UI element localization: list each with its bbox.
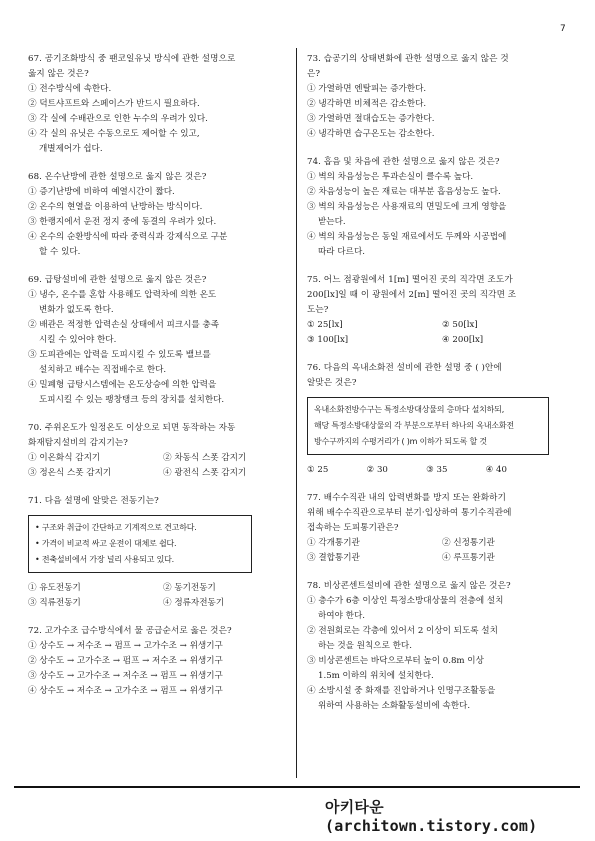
question-text <box>307 491 577 536</box>
question-line: 70. 주위온도가 일정온도 이상으로 되면 동작하는 자동 <box>28 423 236 433</box>
question-line: 76. 다음의 옥내소화전 설비에 관한 설명 중 ( )안에 <box>307 363 502 373</box>
answer-option[interactable] <box>28 348 298 378</box>
answer-option[interactable]: ① 25 <box>307 465 329 475</box>
question-q68 <box>28 170 298 260</box>
answer-option[interactable]: ② 50[lx] <box>442 320 478 330</box>
box-line: 방수구까지의 수평거리가 ( )m 이하가 되도록 할 것 <box>314 437 487 446</box>
answer-option[interactable]: ② 신정통기관 <box>442 538 495 548</box>
option-line: 도피시킬 수 있는 팽창탱크 등의 장치를 설치한다. <box>39 395 225 405</box>
answer-option[interactable] <box>307 654 577 684</box>
answer-option[interactable] <box>307 127 577 142</box>
option-line: ② 전원회로는 각층에 있어서 2 이상이 되도록 설치 <box>307 626 498 636</box>
question-text <box>307 52 577 82</box>
question-q71 <box>28 494 298 611</box>
answer-option[interactable] <box>28 112 298 127</box>
answer-option[interactable]: ④ 루프통기관 <box>442 553 495 563</box>
question-line: 72. 고가수조 급수방식에서 물 공급순서로 옳은 것은? <box>28 626 232 636</box>
question-q67 <box>28 52 298 157</box>
option-row <box>307 318 577 333</box>
answer-option[interactable]: ② 동기전동기 <box>163 583 216 593</box>
answer-option[interactable]: ② 차동식 스폿 감지기 <box>163 453 247 463</box>
question-line: 도는? <box>307 305 329 315</box>
option-line: ④ 온수의 순환방식에 따라 중력식과 강제식으로 구분 <box>28 232 228 242</box>
option-line: ① 냉수, 온수를 혼합 사용해도 압력차에 의한 온도 <box>28 290 217 300</box>
option-line: 받는다. <box>318 217 346 227</box>
answer-option[interactable] <box>307 112 577 127</box>
box-line: 옥내소화전방수구는 특정소방대상물의 층마다 설치하되, <box>314 405 505 414</box>
question-line: 은? <box>307 69 321 79</box>
question-text <box>28 52 298 82</box>
option-line: ② 상수도 → 고가수조 → 펌프 → 저수조 → 위생기구 <box>28 656 223 666</box>
answer-option[interactable]: ③ 결합통기관 <box>307 553 360 563</box>
answer-option[interactable]: ③ 정온식 스폿 감지기 <box>28 468 112 478</box>
option-line: ① 증기난방에 비하여 예열시간이 짧다. <box>28 187 175 197</box>
question-text <box>307 361 577 391</box>
question-line: 78. 비상콘센트설비에 관한 설명으로 옳지 않은 것은? <box>307 581 511 591</box>
question-q76 <box>307 361 577 478</box>
answer-option[interactable] <box>28 318 298 348</box>
answer-option[interactable] <box>28 200 298 215</box>
box-line: • 구조와 취급이 간단하고 기계적으로 견고하다. <box>35 523 197 532</box>
question-line: 옳지 않은 것은? <box>28 69 89 79</box>
answer-option[interactable] <box>28 82 298 97</box>
answer-option[interactable] <box>28 230 298 260</box>
option-line: ④ 각 실의 유닛은 수동으로도 제어할 수 있고, <box>28 129 200 139</box>
answer-option[interactable]: ④ 정류자전동기 <box>163 598 225 608</box>
answer-option[interactable] <box>28 288 298 318</box>
option-line: ② 덕트샤프트와 스페이스가 반드시 필요하다. <box>28 99 200 109</box>
question-text <box>28 624 298 639</box>
question-line: 위해 배수수직관으로부터 분기·입상하여 통기수직관에 <box>307 508 512 518</box>
question-line: 69. 급탕설비에 관한 설명으로 옳지 않은 것은? <box>28 275 207 285</box>
option-line: ③ 각 실에 수배관으로 인한 누수의 우려가 있다. <box>28 114 208 124</box>
question-q74 <box>307 155 577 260</box>
question-line: 알맞은 것은? <box>307 378 357 388</box>
option-row <box>307 463 507 478</box>
question-line: 74. 흡음 및 차음에 관한 설명으로 옳지 않은 것은? <box>307 157 500 167</box>
option-line: ③ 한랭지에서 운전 정지 중에 동결의 우려가 있다. <box>28 217 217 227</box>
question-text <box>307 579 577 594</box>
answer-option[interactable]: ③ 100[lx] <box>307 335 349 345</box>
answer-option[interactable] <box>307 594 577 624</box>
question-line: 200[lx]일 때 이 광원에서 2[m] 떨어진 곳의 직각면 조 <box>307 290 517 300</box>
option-line: ③ 도피관에는 압력을 도피시킬 수 있도록 밸브를 <box>28 350 211 360</box>
question-q69 <box>28 273 298 408</box>
option-line: 하는 것을 원칙으로 한다. <box>318 641 412 651</box>
option-line: 1.5m 이하의 위치에 설치한다. <box>318 671 434 681</box>
question-q73 <box>307 52 577 142</box>
option-line: ④ 밀폐형 급탕시스템에는 온도상승에 의한 압력을 <box>28 380 217 390</box>
answer-option[interactable]: ④ 200[lx] <box>442 335 484 345</box>
question-text <box>28 421 298 451</box>
question-line: 77. 배수수직관 내의 압력변화를 방지 또는 완화하기 <box>307 493 506 503</box>
footer-rule <box>14 786 580 788</box>
answer-option[interactable] <box>28 215 298 230</box>
option-row <box>28 581 298 596</box>
option-row <box>307 551 577 566</box>
option-line: ④ 소방시설 중 화재를 진압하거나 인명구조활동을 <box>307 686 496 696</box>
answer-option[interactable]: ③ 35 <box>426 465 448 475</box>
question-q78 <box>307 579 577 714</box>
option-line: ③ 가열하면 절대습도는 증가한다. <box>307 114 435 124</box>
question-q75 <box>307 273 577 348</box>
option-line: ③ 상수도 → 고가수조 → 저수조 → 펌프 → 위생기구 <box>28 671 223 681</box>
option-line: ② 온수의 현열을 이용하여 난방하는 방식이다. <box>28 202 203 212</box>
left-column <box>28 52 298 712</box>
answer-option[interactable] <box>28 185 298 200</box>
answer-option[interactable] <box>307 230 577 260</box>
answer-option[interactable]: ① 이온화식 감지기 <box>28 453 101 463</box>
answer-option[interactable] <box>28 684 298 699</box>
answer-option[interactable] <box>28 378 298 408</box>
answer-option[interactable] <box>307 82 577 97</box>
answer-option[interactable]: ④ 40 <box>485 465 507 475</box>
answer-option[interactable] <box>28 639 298 654</box>
footer-credit: 아키타운 (architown.tistory.com) <box>325 798 538 835</box>
condition-box <box>28 515 252 573</box>
option-line: ③ 비상콘센트는 바닥으로부터 높이 0.8m 이상 <box>307 656 484 666</box>
option-line: ④ 벽의 차음성능은 동일 재료에서도 두께와 시공법에 <box>307 232 507 242</box>
question-text <box>28 273 298 288</box>
option-line: ② 배관은 적정한 압력손실 상태에서 피크시를 충족 <box>28 320 220 330</box>
question-q70 <box>28 421 298 481</box>
option-line: ① 가열하면 엔탈피는 증가한다. <box>307 84 427 94</box>
answer-option[interactable]: ④ 광전식 스폿 감지기 <box>163 468 247 478</box>
box-line: 해당 특정소방대상물의 각 부분으로부터 하나의 옥내소화전 <box>314 421 514 430</box>
option-line: ① 벽의 차음성능은 투과손실이 클수록 높다. <box>307 172 474 182</box>
answer-option[interactable] <box>307 684 577 714</box>
answer-option[interactable]: ② 30 <box>366 465 388 475</box>
right-column <box>307 52 577 727</box>
page-number: 7 <box>560 24 566 34</box>
answer-option[interactable] <box>28 669 298 684</box>
option-line: ③ 벽의 차음성능은 사용재료의 면밀도에 크게 영향을 <box>307 202 507 212</box>
option-row <box>307 333 577 348</box>
question-line: 화재탐지설비의 감지기는? <box>28 438 128 448</box>
option-line: 설치하고 배수는 직접배수로 한다. <box>39 365 167 375</box>
answer-option[interactable] <box>307 624 577 654</box>
question-text <box>307 155 577 170</box>
option-line: ① 층수가 6층 이상인 특정소방대상물의 전층에 설치 <box>307 596 504 606</box>
answer-option[interactable] <box>307 200 577 230</box>
answer-option[interactable] <box>307 97 577 112</box>
question-text <box>28 494 298 509</box>
question-line: 접속하는 도피통기관은? <box>307 523 399 533</box>
condition-box <box>307 397 549 455</box>
answer-option[interactable] <box>28 654 298 669</box>
option-line: 변화가 없도록 한다. <box>39 305 114 315</box>
option-row <box>28 466 298 481</box>
answer-option[interactable] <box>307 185 577 200</box>
answer-option[interactable]: ① 각개통기관 <box>307 538 360 548</box>
option-line: 위하여 사용하는 소화활동설비에 속한다. <box>318 701 471 711</box>
answer-option[interactable]: ③ 직류전동기 <box>28 598 81 608</box>
answer-option[interactable] <box>28 127 298 157</box>
question-line: 71. 다음 설명에 알맞은 전동기는? <box>28 496 159 506</box>
answer-option[interactable]: ① 25[lx] <box>307 320 343 330</box>
option-line: 따라 다르다. <box>318 247 365 257</box>
question-q72 <box>28 624 298 699</box>
answer-option[interactable] <box>307 170 577 185</box>
question-text <box>307 273 577 318</box>
option-line: ④ 상수도 → 저수조 → 고가수조 → 펌프 → 위생기구 <box>28 686 223 696</box>
option-line: ① 상수도 → 저수조 → 펌프 → 고가수조 → 위생기구 <box>28 641 223 651</box>
box-line: • 가격이 비교적 싸고 운전이 대체로 쉽다. <box>35 539 177 548</box>
option-row <box>28 451 298 466</box>
option-line: 하여야 한다. <box>318 611 365 621</box>
option-row <box>28 596 298 611</box>
option-line: 개별제어가 쉽다. <box>39 144 103 154</box>
question-line: 68. 온수난방에 관한 설명으로 옳지 않은 것은? <box>28 172 207 182</box>
question-line: 67. 공기조화방식 중 팬코일유닛 방식에 관한 설명으로 <box>28 54 236 64</box>
question-q77 <box>307 491 577 566</box>
option-line: 시킬 수 있어야 한다. <box>39 335 117 345</box>
option-line: ① 전수방식에 속한다. <box>28 84 112 94</box>
box-line: • 전축설비에서 가장 널리 사용되고 있다. <box>35 555 175 564</box>
option-line: 할 수 있다. <box>39 247 81 257</box>
option-row <box>307 536 577 551</box>
question-line: 73. 습공기의 상태변화에 관한 설명으로 옳지 않은 것 <box>307 54 509 64</box>
question-text <box>28 170 298 185</box>
answer-option[interactable] <box>28 97 298 112</box>
question-line: 75. 어느 점광원에서 1[m] 떨어진 곳의 직각면 조도가 <box>307 275 513 285</box>
answer-option[interactable]: ① 유도전동기 <box>28 583 81 593</box>
option-line: ② 냉각하면 비체적은 감소한다. <box>307 99 427 109</box>
option-line: ④ 냉각하면 습구온도는 감소한다. <box>307 129 435 139</box>
option-line: ② 차음성능이 높은 재료는 대부분 흡음성능도 높다. <box>307 187 501 197</box>
